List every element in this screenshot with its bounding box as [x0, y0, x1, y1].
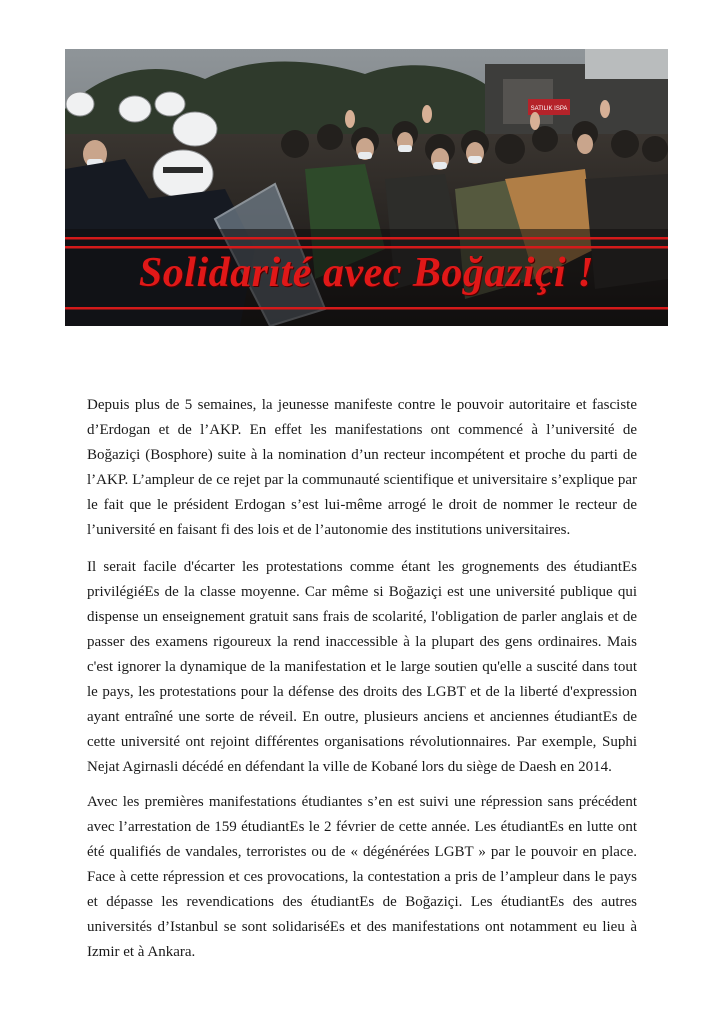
article-paragraph-1: Depuis plus de 5 semaines, la jeunesse manifeste contre le pouvoir autoritaire et fasciste d’Erdogan et de l’AKP. En effet les manifestations ont commencé à l’université de Boğaziçi (Bosphore) suite à la nomination d’un recteur incompétent et proche du parti de l’AKP. L’ampleur de ce rejet par la communauté scientifique et universitaire s’explique par le fait que le président Erdogan s’est lui-même arrogé le droit de nommer le recteur de l’université en faisant fi des lois et de l’autonomie des institutions universitaires. [87, 397, 637, 538]
article-paragraph-2: Il serait facile d'écarter les protestations comme étant les grognements des étudiantEs privilégiéEs de la classe moyenne. Car même si Boğaziçi est une université publique qui dispense un enseignement gratuit sans frais de scolarité, l'obligation de parler anglais et de passer des examens rigoureux la rend inaccessible à la plupart des gens ordinaires. Mais c'est ignorer la dynamique de la manifestation et le large soutien qu'elle a suscité dans tout le pays, les protestations pour la défense des droits des LGBT et de la liberté d'expression ayant entraîné une sorte de réveil. En outre, plusieurs anciens et anciennes étudiantEs de cette université ont rejoint différentes organisations révolutionnaires. Par exemple, Suphi Nejat Agirnasli décédé en défendant la ville de Kobané lors du siège de Daesh en 2014. [87, 559, 637, 775]
sign-text: SATILIK ISPA [530, 106, 568, 112]
banner-title: Solidarité avec Boğaziçi ! [138, 250, 595, 296]
header-banner [65, 49, 668, 326]
article-paragraph-3: Avec les premières manifestations étudiantes s’en est suivi une répression sans précédent avec l’arrestation de 159 étudiantEs le 2 février de cette année. Les étudiantEs en lutte ont été qualifiés de vandales, terroristes ou de « dégénérées LGBT » par le pouvoir en place. Face à cette répression et ces provocations, la contestation a pris de l’ampleur dans le pays et dépasse les revendications des étudiantEs de Boğaziçi. Les étudiantEs des autres universités d’Istanbul se sont solidariséEs et des manifestations ont notamment eu lieu à Izmir et à Ankara. [87, 794, 637, 960]
